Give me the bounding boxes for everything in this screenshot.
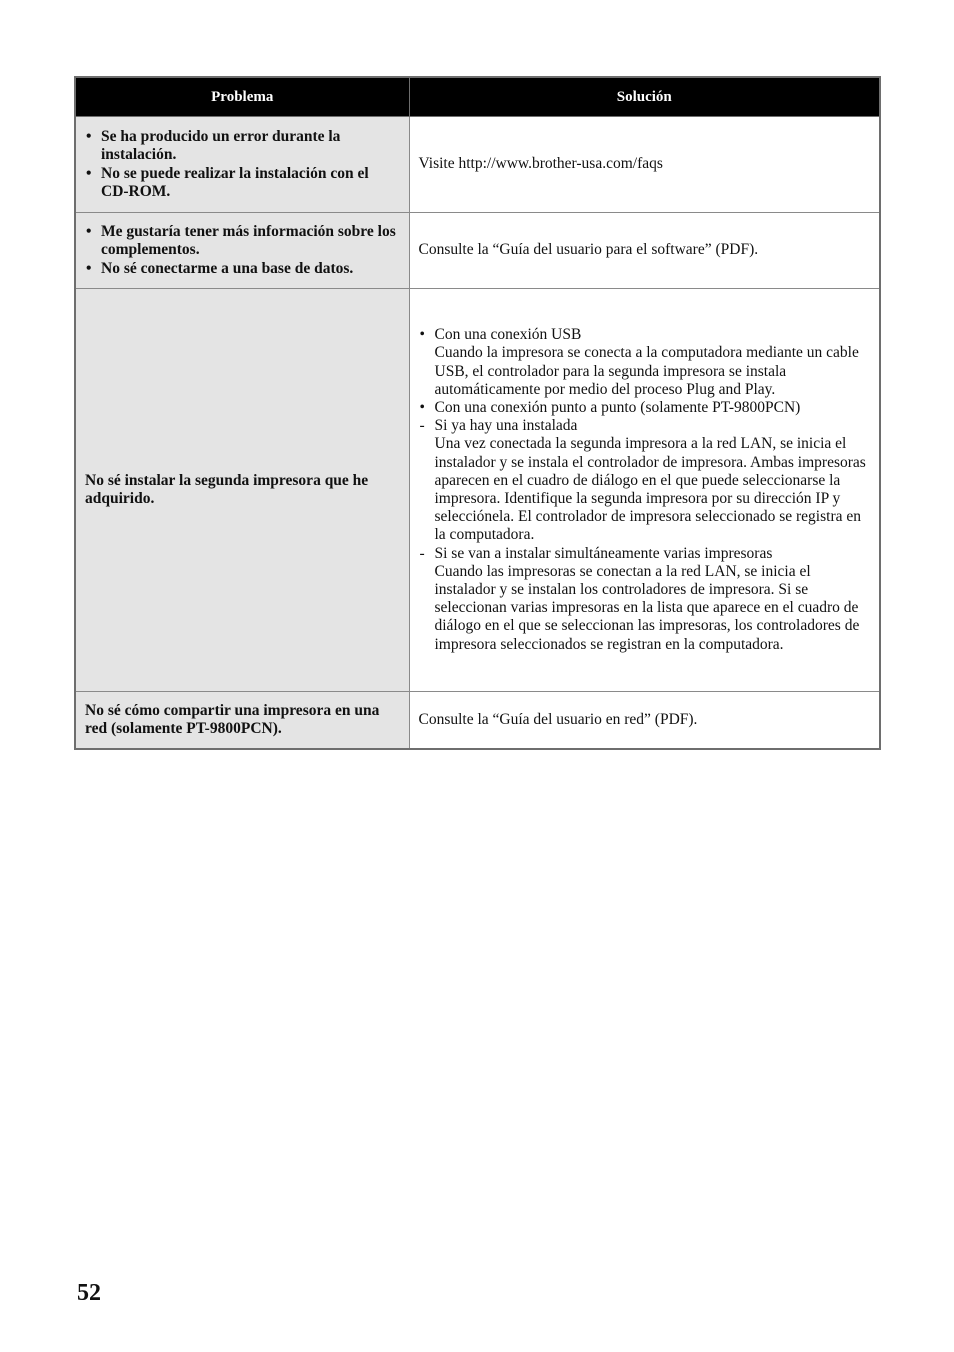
solution-text: Visite http://www.brother-usa.com/faqs [418, 155, 663, 173]
problem-cell [75, 692, 409, 749]
problem-cell [75, 213, 409, 289]
problem-text: Se ha producido un error durante la instalación. [101, 128, 341, 164]
list-item: • Con una conexión USB Cuando la impresora se conecta a la computadora mediante un cable USB, el controlador para la segunda impresora se instala automáticamente por medio del proceso Plug and Play. [419, 326, 872, 399]
table-row [75, 692, 880, 749]
column-header-problem: Problema [75, 77, 409, 117]
problem-text: No se puede realizar la instalación con el CD-ROM. [101, 164, 369, 200]
list-item: • No sé conectarme a una base de datos. [86, 259, 354, 277]
solution-item-title: Con una conexión USB [434, 326, 582, 344]
problem-cell [75, 289, 409, 692]
problem-text: No sé conectarme a una base de datos. [101, 259, 354, 277]
solution-list [419, 326, 872, 654]
problem-list [85, 128, 400, 201]
solution-item-title: Si ya hay una instalada [434, 417, 578, 435]
solution-item-body: Cuando la impresora se conecta a la computadora mediante un cable USB, el controlador para la segunda impresora se instala automáticamente por medio del proceso Plug and Play. [434, 344, 859, 398]
table-row [75, 213, 880, 289]
list-item: - Si ya hay una instalada Una vez conectada la segunda impresora a la red LAN, se inicia el instalador y se instala el controlador de impresora. Ambas impresoras aparecen en el cuadro de diálogo en el que puede seleccionarse la impresora. Identifique la segunda impresora por su dirección IP y selecciónela. El controlador de impresora seleccionado se registra en la computadora. [419, 417, 872, 544]
problem-text: No sé cómo compartir una impresora en una red (solamente PT-9800PCN). [85, 701, 380, 737]
problem-text: Me gustaría tener más información sobre los complementos. [101, 223, 396, 259]
page-number: 52 [77, 1280, 101, 1306]
problem-text: No sé instalar la segunda impresora que he adquirido. [85, 471, 369, 507]
list-item: • Con una conexión punto a punto (solamente PT-9800PCN) [419, 399, 872, 417]
troubleshooting-table [74, 76, 881, 750]
table-row [75, 289, 880, 692]
table-header-row [75, 77, 880, 117]
list-item: - Si se van a instalar simultáneamente varias impresoras Cuando las impresoras se conectan a la red LAN, se inicia el instalador y se instalan los controladores de impresora. Si se seleccionan varias impresoras en la lista que aparece en el cuadro de diálogo en el que se seleccionan las impresoras, los controladores de impresora seleccionados se registran en la computadora. [419, 545, 872, 654]
table-row [75, 117, 880, 213]
solution-text: Consulte la “Guía del usuario para el software” (PDF). [418, 241, 759, 259]
problem-list [85, 223, 400, 278]
solution-item-body: Cuando las impresoras se conectan a la red LAN, se inicia el instalador y se instalan los controladores de impresora. Si se seleccionan varias impresoras en la lista que aparece en el cuadro de diálogo en el que se seleccionan las impresoras, los controladores de impresora seleccionados se registran en la computadora. [434, 562, 860, 653]
solution-item-body: Una vez conectada la segunda impresora a la red LAN, se inicia el instalador y se instala el controlador de impresora. Ambas impresoras aparecen en el cuadro de diálogo en el que puede seleccionarse la impresora. Identifique la segunda impresora por su dirección IP y selecciónela. El controlador de impresora seleccionado se registra en la computadora. [434, 435, 866, 544]
list-item: • Se ha producido un error durante la instalación. [86, 128, 341, 164]
problem-cell [75, 117, 409, 213]
solution-item-title: Con una conexión punto a punto (solamente PT-9800PCN) [434, 398, 801, 416]
solution-cell [409, 213, 880, 289]
solution-cell [409, 692, 880, 749]
solution-text: Consulte la “Guía del usuario en red” (PDF). [418, 710, 698, 728]
list-item: • No se puede realizar la instalación con el CD-ROM. [86, 164, 369, 200]
solution-cell [409, 117, 880, 213]
column-header-solution: Solución [409, 77, 880, 117]
solution-cell [409, 289, 880, 692]
solution-item-title: Si se van a instalar simultáneamente varias impresoras [434, 544, 773, 562]
list-item: • Me gustaría tener más información sobre los complementos. [86, 223, 396, 259]
